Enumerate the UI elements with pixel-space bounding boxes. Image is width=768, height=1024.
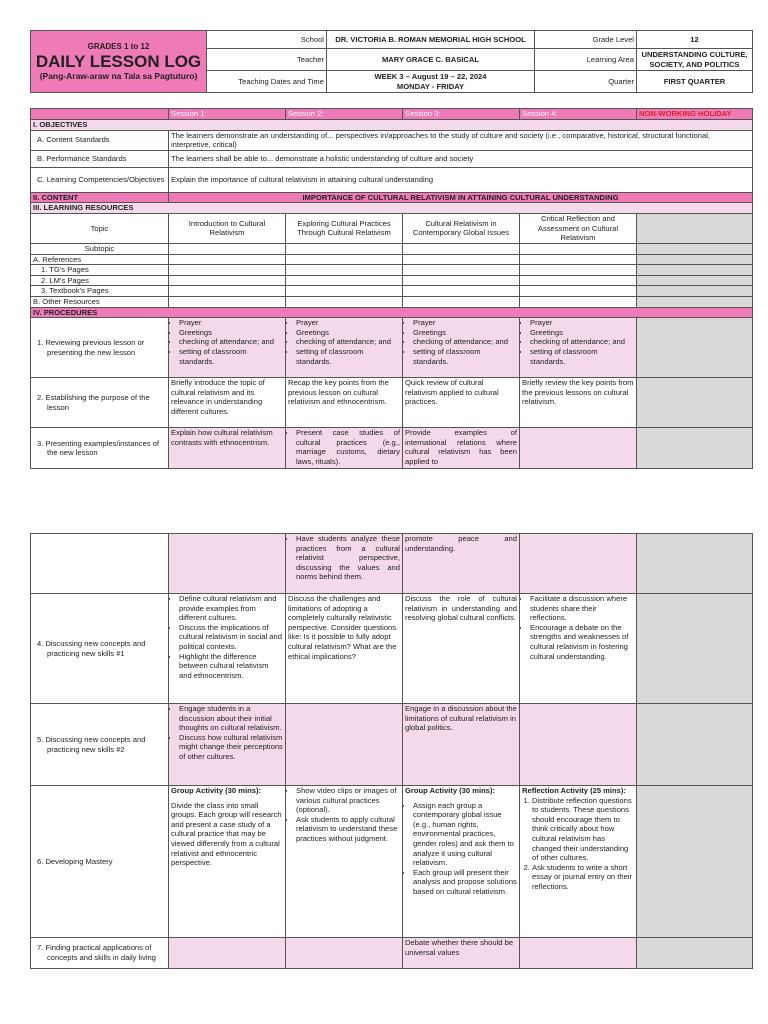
proc-3-cont-session-2 <box>286 534 403 594</box>
video-list <box>288 786 400 844</box>
resource-cell <box>520 275 637 286</box>
list-item: • setting of classroom standards. <box>296 347 400 366</box>
proc-3-cont-session-4 <box>520 534 637 594</box>
holiday-header: NON-WORKING HOLIDAY <box>637 109 753 120</box>
topic-session-4: Critical Reflection and Assessment on Cultural Relativism <box>520 213 637 243</box>
header-block <box>30 30 752 93</box>
title-box <box>31 31 207 93</box>
routine-list <box>405 318 517 366</box>
list-item: • checking of attendance; and <box>179 337 283 347</box>
teacher-value: MARY GRACE C. BASICAL <box>327 49 535 71</box>
resource-cell <box>403 296 520 307</box>
school-value: DR. VICTORIA B. ROMAN MEMORIAL HIGH SCHOOL <box>327 31 535 49</box>
grade-level-label: Grade Level <box>535 31 637 49</box>
reflection-list <box>522 796 634 892</box>
performance-standards-label: B. Performance Standards <box>31 150 169 167</box>
proc-6-holiday <box>637 786 753 938</box>
proc-7-session-3: Debate whether there should be universal values <box>403 938 520 969</box>
proc-7-label: 7. Finding practical applications of concepts and skills in daily living <box>31 938 169 969</box>
resources-heading: III. LEARNING RESOURCES <box>31 203 753 214</box>
proc-5-label: 5. Discussing new concepts and practicing new skills #2 <box>31 704 169 786</box>
resource-cell <box>520 265 637 276</box>
session-2-header: Session 2: <box>286 109 403 120</box>
list-item: • checking of attendance; and <box>296 337 400 347</box>
proc-7-holiday <box>637 938 753 969</box>
proc-6-session-1 <box>169 786 286 938</box>
proc-2-holiday <box>637 378 753 428</box>
list-item: • Highlight the difference between cultural relativism and ethnocentrism. <box>179 652 283 681</box>
proc-5-holiday <box>637 704 753 786</box>
proc-3-cont-label <box>31 534 169 594</box>
list-item: • checking of attendance; and <box>530 337 634 347</box>
content-standards-text: The learners demonstrate an understanding of... perspectives in/approaches to the study of culture and society (i.e., comparative, historical, structural functional, interpretive, critical) <box>169 130 753 150</box>
resource-cell <box>286 254 403 265</box>
proc-1-session-1 <box>169 318 286 378</box>
proc-3-cont-holiday <box>637 534 753 594</box>
resource-holiday <box>637 275 753 286</box>
other-resources-label: B. Other Resources <box>31 296 169 307</box>
quarter-label: Quarter <box>535 71 637 93</box>
list-item: • Prayer <box>296 318 400 328</box>
activity-title: Group Activity (30 mins): <box>405 786 496 795</box>
subtopic-cell <box>169 243 286 254</box>
topic-label: Topic <box>31 213 169 243</box>
activity-text: Divide the class into small groups. Each group will research and present a case study of a cultural practice that may be viewed differently from a cultural relativist and ethnocentric perspective. <box>171 800 282 868</box>
proc-7-session-2 <box>286 938 403 969</box>
page-subtitle: (Pang-Araw-araw na Tala sa Pagtuturo) <box>39 71 198 81</box>
content-heading: II. CONTENT <box>31 192 169 203</box>
dates-label: Teaching Dates and Time <box>207 71 327 93</box>
global-issue-list <box>405 801 517 897</box>
proc-6-session-3 <box>403 786 520 938</box>
resource-cell <box>286 275 403 286</box>
resource-holiday <box>637 286 753 297</box>
proc-4-session-4 <box>520 594 637 704</box>
proc-7-session-4 <box>520 938 637 969</box>
resource-cell <box>286 265 403 276</box>
resource-cell <box>169 296 286 307</box>
resource-cell <box>286 296 403 307</box>
page-title: DAILY LESSON LOG <box>35 52 202 71</box>
concepts-list <box>171 594 283 680</box>
proc-1-session-4 <box>520 318 637 378</box>
proc-4-session-2: Discuss the challenges and limitations of adopting a completely culturally relativistic perspective. Consider questions like: Is it possible to fully adopt cultural relativism? What are the ethical implications? <box>286 594 403 704</box>
proc-4-session-3: Discuss the role of cultural relativism in understanding and resolving global cultural conflicts. <box>403 594 520 704</box>
list-item: • Engage students in a discussion about their initial thoughts on cultural relativism. <box>179 704 283 733</box>
subtopic-cell <box>520 243 637 254</box>
references-label: A. References <box>31 254 169 265</box>
resource-cell <box>403 254 520 265</box>
dates-days: MONDAY - FRIDAY <box>396 81 465 91</box>
list-item: 2. Ask students to write a short essay or journal entry on their reflections. <box>532 863 634 892</box>
resource-cell <box>169 275 286 286</box>
list-item: • Facilitate a discussion where students share their reflections. <box>530 594 634 623</box>
proc-4-session-1 <box>169 594 286 704</box>
resource-cell <box>286 286 403 297</box>
objectives-heading: I. OBJECTIVES <box>31 120 753 131</box>
proc-6-session-2 <box>286 786 403 938</box>
content-text: IMPORTANCE OF CULTURAL RELATIVISM IN ATTAINING CULTURAL UNDERSTANDING <box>169 192 753 203</box>
proc-3-holiday <box>637 428 753 469</box>
list-item: • Discuss how cultural relativism might change their perceptions of other cultures. <box>179 733 283 762</box>
proc-5-session-3: Engage in a discussion about the limitations of cultural relativism in global politics. <box>403 704 520 786</box>
proc-3-session-2 <box>286 428 403 469</box>
engage-list <box>171 704 283 762</box>
discussion-list <box>522 594 634 661</box>
resource-holiday <box>637 265 753 276</box>
performance-standards-text: The learners shall be able to... demonstrate a holistic understanding of culture and society <box>169 150 753 167</box>
dates-value <box>327 71 535 93</box>
subtopic-cell <box>403 243 520 254</box>
proc-2-session-2: Recap the key points from the previous lesson on cultural relativism and ethnocentrism. <box>286 378 403 428</box>
list-item: • Encourage a debate on the strengths and weaknesses of cultural relativism in fostering cultural understanding. <box>530 623 634 661</box>
list-item: • Assign each group a contemporary global issue (e.g., human rights, environmental practices, gender roles) and ask them to analyze it using cultural relativism. <box>413 801 517 868</box>
list-item: • Define cultural relativism and provide examples from different cultures. <box>179 594 283 623</box>
proc-3-cont-session-1 <box>169 534 286 594</box>
case-study-list <box>288 428 400 466</box>
session-1-header: Session 1: <box>169 109 286 120</box>
proc-2-session-1: Briefly introduce the topic of cultural relativism and its relevance in understanding different cultures. <box>169 378 286 428</box>
learning-area-label: Learning Area <box>535 49 637 71</box>
proc-1-label: 1. Reviewing previous lesson or presenting the new lesson <box>31 318 169 378</box>
proc-5-session-2 <box>286 704 403 786</box>
proc-7-session-1 <box>169 938 286 969</box>
analysis-list <box>288 534 400 582</box>
subtopic-holiday <box>637 243 753 254</box>
resource-cell <box>403 275 520 286</box>
list-item: • Ask students to apply cultural relativism to understand these practices without judgment. <box>296 815 400 844</box>
proc-5-session-4 <box>520 704 637 786</box>
list-item: • Prayer <box>179 318 283 328</box>
routine-list <box>171 318 283 366</box>
proc-1-holiday <box>637 318 753 378</box>
teacher-label: Teacher <box>207 49 327 71</box>
competencies-label: C. Learning Competencies/Objectives <box>31 167 169 192</box>
quarter-value: FIRST QUARTER <box>637 71 753 93</box>
proc-4-label: 4. Discussing new concepts and practicing new skills #1 <box>31 594 169 704</box>
proc-1-session-2 <box>286 318 403 378</box>
resource-cell <box>403 265 520 276</box>
list-item: 1. Distribute reflection questions to students. These questions should encourage them to think critically about how cultural relativism has changed their understanding of other cultures. <box>532 796 634 863</box>
routine-list <box>522 318 634 366</box>
proc-1-session-3 <box>403 318 520 378</box>
list-item: • Greetings <box>296 328 400 338</box>
activity-title: Reflection Activity (25 mins): <box>522 786 626 795</box>
list-item: • Greetings <box>413 328 517 338</box>
list-item: • Have students analyze these practices from a cultural relativist perspective, discussing the values and norms behind them. <box>296 534 400 582</box>
learning-area-value: UNDERSTANDING CULTURE, SOCIETY, AND POLITICS <box>637 49 753 71</box>
resource-cell <box>520 296 637 307</box>
proc-3-session-4 <box>520 428 637 469</box>
topic-holiday <box>637 213 753 243</box>
topic-session-2: Exploring Cultural Practices Through Cultural Relativism <box>286 213 403 243</box>
list-item: • Discuss the implications of cultural relativism in social and political contexts. <box>179 623 283 652</box>
proc-3-label: 3. Presenting examples/instances of the new lesson <box>31 428 169 469</box>
resource-holiday <box>637 254 753 265</box>
textbook-pages-label: 3. Textbook's Pages <box>31 286 169 297</box>
grades-label: GRADES 1 to 12 <box>87 42 150 51</box>
proc-6-label: 6. Developing Mastery <box>31 786 169 938</box>
resource-cell <box>403 286 520 297</box>
session-3-header: Session 3: <box>403 109 520 120</box>
list-item: • Greetings <box>179 328 283 338</box>
proc-3-session-1: Explain how cultural relativism contrasts with ethnocentrism. <box>169 428 286 469</box>
session-4-header: Session 4: <box>520 109 637 120</box>
proc-6-session-4 <box>520 786 637 938</box>
activity-title: Group Activity (30 mins): <box>171 786 262 795</box>
list-item: • setting of classroom standards. <box>179 347 283 366</box>
content-standards-label: A. Content Standards <box>31 130 169 150</box>
resource-cell <box>520 286 637 297</box>
list-item: • Each group will present their analysis and propose solutions based on cultural relativism. <box>413 868 517 897</box>
school-label: School <box>207 31 327 49</box>
topic-session-3: Cultural Relativism in Contemporary Global Issues <box>403 213 520 243</box>
subtopic-cell <box>286 243 403 254</box>
grade-level-value: 12 <box>637 31 753 49</box>
proc-2-label: 2. Establishing the purpose of the lesson <box>31 378 169 428</box>
list-item: • setting of classroom standards. <box>413 347 517 366</box>
proc-4-holiday <box>637 594 753 704</box>
resource-cell <box>169 286 286 297</box>
resource-cell <box>520 254 637 265</box>
list-item: • setting of classroom standards. <box>530 347 634 366</box>
resource-cell <box>169 265 286 276</box>
subtopic-label: Subtopic <box>31 243 169 254</box>
session-header-blank <box>31 109 169 120</box>
list-item: • Greetings <box>530 328 634 338</box>
list-item: • Prayer <box>530 318 634 328</box>
lesson-table-page-2 <box>30 533 752 969</box>
resource-holiday <box>637 296 753 307</box>
proc-2-session-3: Quick review of cultural relativism applied to cultural practices. <box>403 378 520 428</box>
lesson-table-page-1 <box>30 108 752 469</box>
proc-3-session-3: Provide examples of international relations where cultural relativism has been applied to <box>403 428 520 469</box>
list-item: • Show video clips or images of various cultural practices (optional). <box>296 786 400 815</box>
topic-session-1: Introduction to Cultural Relativism <box>169 213 286 243</box>
proc-5-session-1 <box>169 704 286 786</box>
dates-week: WEEK 3 – August 19 – 22, 2024 <box>374 71 487 81</box>
list-item: • Present case studies of cultural practices (e.g., marriage customs, dietary laws, rituals). <box>296 428 400 466</box>
list-item: • Prayer <box>413 318 517 328</box>
list-item: • checking of attendance; and <box>413 337 517 347</box>
competencies-text: Explain the importance of cultural relativism in attaining cultural understanding <box>169 167 753 192</box>
proc-2-session-4: Briefly review the key points from the previous lessons on cultural relativism. <box>520 378 637 428</box>
tg-pages-label: 1. TG's Pages <box>31 265 169 276</box>
resource-cell <box>169 254 286 265</box>
procedures-heading: IV. PROCEDURES <box>31 307 753 318</box>
proc-3-cont-session-3: promote peace and understanding. <box>403 534 520 594</box>
routine-list <box>288 318 400 366</box>
lm-pages-label: 2. LM's Pages <box>31 275 169 286</box>
